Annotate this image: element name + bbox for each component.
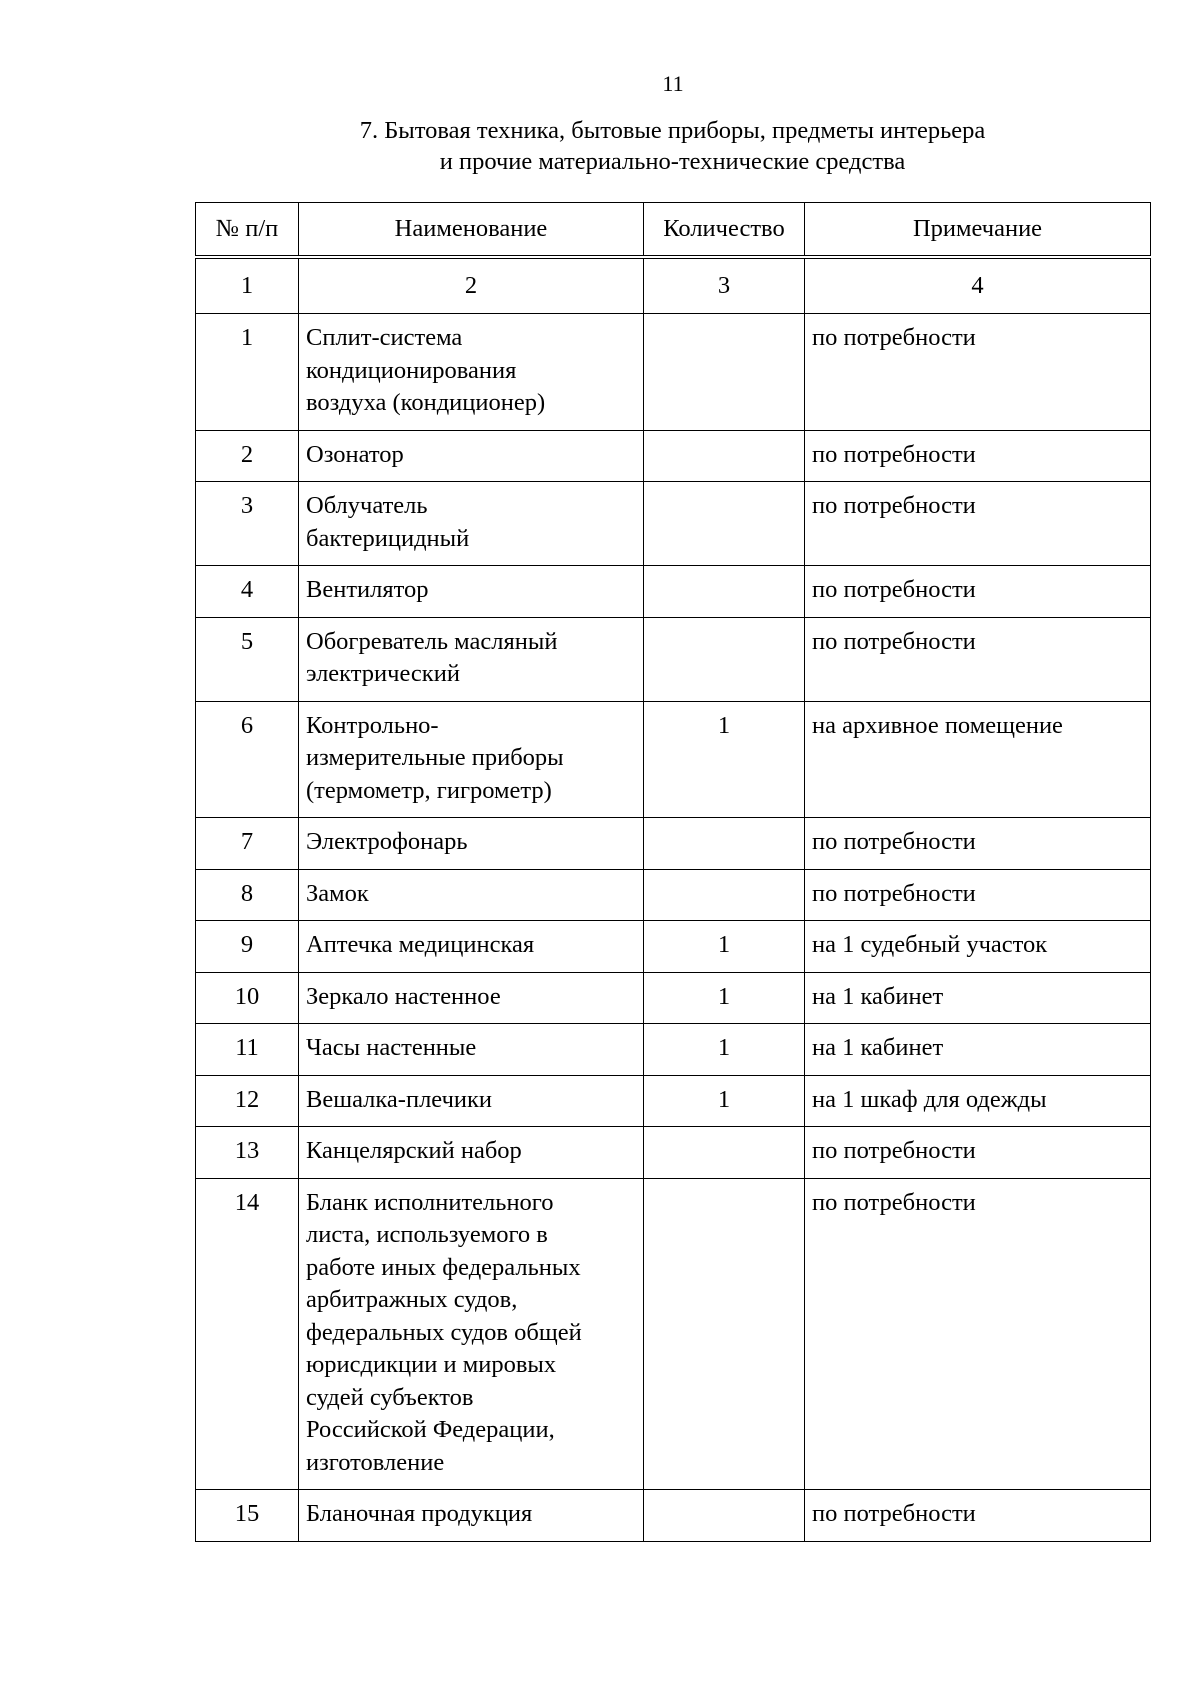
row-quantity: 1 [644, 701, 805, 818]
row-name: Часы настенные [299, 1024, 644, 1076]
row-quantity: 1 [644, 1075, 805, 1127]
row-note: на 1 судебный участок [805, 921, 1151, 973]
row-quantity [644, 1490, 805, 1542]
table-row [196, 701, 1151, 818]
row-number: 4 [196, 566, 299, 618]
row-note: по потребности [805, 1490, 1151, 1542]
row-name: Замок [299, 869, 644, 921]
row-name: Обогреватель масляный электрический [299, 617, 644, 701]
row-number: 5 [196, 617, 299, 701]
column-number: 3 [644, 257, 805, 314]
row-name: Аптечка медицинская [299, 921, 644, 973]
header-name: Наименование [299, 203, 644, 258]
row-quantity [644, 869, 805, 921]
column-numbers-row [196, 257, 1151, 314]
section-title-line-2: и прочие материально-технические средства [439, 148, 906, 175]
section-title-line-1: 7. Бытовая техника, бытовые приборы, предметы интерьера [359, 117, 986, 144]
table-row [196, 1024, 1151, 1076]
row-note: на 1 шкаф для одежды [805, 1075, 1151, 1127]
row-number: 15 [196, 1490, 299, 1542]
row-number: 1 [196, 314, 299, 431]
row-name: Канцелярский набор [299, 1127, 644, 1179]
header-number: № п/п [196, 203, 299, 258]
table-row [196, 818, 1151, 870]
row-note: на архивное помещение [805, 701, 1151, 818]
row-quantity [644, 818, 805, 870]
row-note: по потребности [805, 617, 1151, 701]
table-row [196, 617, 1151, 701]
column-number: 4 [805, 257, 1151, 314]
table-row [196, 1490, 1151, 1542]
header-quantity: Количество [644, 203, 805, 258]
row-number: 8 [196, 869, 299, 921]
table-row [196, 972, 1151, 1024]
table-row [196, 1127, 1151, 1179]
row-note: по потребности [805, 1178, 1151, 1490]
row-name: Контрольно- измерительные приборы (термометр, гигрометр) [299, 701, 644, 818]
row-note: по потребности [805, 818, 1151, 870]
row-name: Вентилятор [299, 566, 644, 618]
row-number: 12 [196, 1075, 299, 1127]
row-note: по потребности [805, 314, 1151, 431]
row-name: Облучатель бактерицидный [299, 482, 644, 566]
page-number: 11 [662, 71, 684, 96]
row-number: 6 [196, 701, 299, 818]
table-row [196, 430, 1151, 482]
table-row [196, 566, 1151, 618]
row-quantity: 1 [644, 972, 805, 1024]
row-name: Сплит-система кондиционирования воздуха (кондиционер) [299, 314, 644, 431]
row-quantity: 1 [644, 921, 805, 973]
row-quantity [644, 617, 805, 701]
table-row [196, 314, 1151, 431]
row-number: 9 [196, 921, 299, 973]
table-row [196, 869, 1151, 921]
row-name: Зеркало настенное [299, 972, 644, 1024]
row-name: Озонатор [299, 430, 644, 482]
row-number: 2 [196, 430, 299, 482]
column-number: 2 [299, 257, 644, 314]
row-note: на 1 кабинет [805, 1024, 1151, 1076]
row-name: Бланк исполнительного листа, используемого в работе иных федеральных арбитражных судов, федеральных судов общей юрисдикции и мировых судей субъектов Российской Федерации, изготовление [299, 1178, 644, 1490]
row-quantity [644, 314, 805, 431]
table-row [196, 1075, 1151, 1127]
row-number: 14 [196, 1178, 299, 1490]
row-note: по потребности [805, 482, 1151, 566]
table-row [196, 1178, 1151, 1490]
row-quantity: 1 [644, 1024, 805, 1076]
table-row [196, 482, 1151, 566]
row-number: 13 [196, 1127, 299, 1179]
row-quantity [644, 1178, 805, 1490]
row-number: 3 [196, 482, 299, 566]
row-quantity [644, 566, 805, 618]
row-number: 7 [196, 818, 299, 870]
row-note: на 1 кабинет [805, 972, 1151, 1024]
row-quantity [644, 482, 805, 566]
row-note: по потребности [805, 566, 1151, 618]
column-number: 1 [196, 257, 299, 314]
table-body [196, 314, 1151, 1542]
row-number: 10 [196, 972, 299, 1024]
row-note: по потребности [805, 1127, 1151, 1179]
row-number: 11 [196, 1024, 299, 1076]
row-name: Вешалка-плечики [299, 1075, 644, 1127]
row-name: Бланочная продукция [299, 1490, 644, 1542]
row-quantity [644, 1127, 805, 1179]
row-note: по потребности [805, 869, 1151, 921]
section-title [195, 115, 1150, 177]
equipment-table [195, 202, 1151, 1542]
row-quantity [644, 430, 805, 482]
row-name: Электрофонарь [299, 818, 644, 870]
table-row [196, 921, 1151, 973]
table-header-row [196, 203, 1151, 258]
header-note: Примечание [805, 203, 1151, 258]
row-note: по потребности [805, 430, 1151, 482]
